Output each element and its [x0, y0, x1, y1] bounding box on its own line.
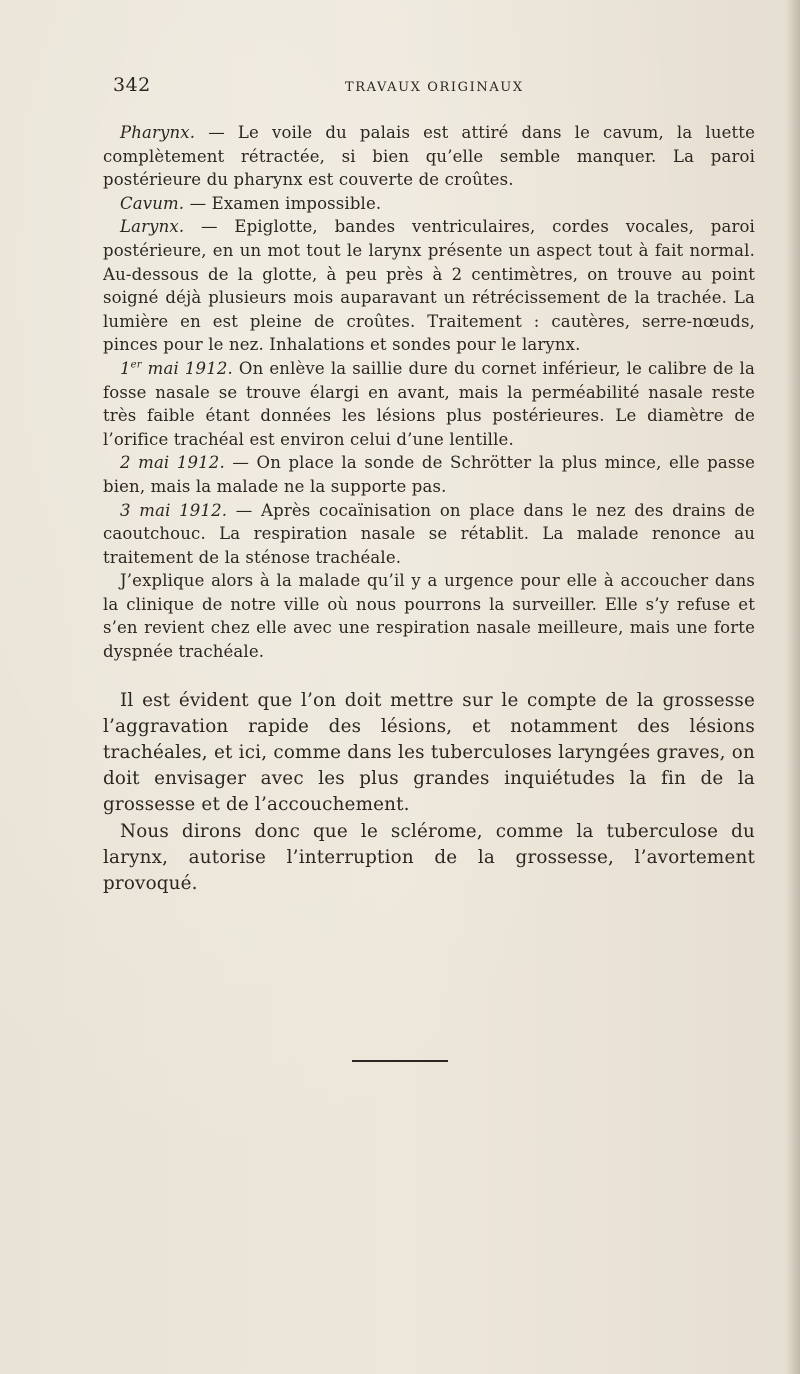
conclusion-paragraph: Nous dirons donc que le sclérome, comme la tuberculose du larynx, autorise l’interruption de la grossesse, l’avortement provoqué.	[103, 820, 755, 895]
note-2-mai-1912	[103, 451, 755, 498]
page-edge-shadow	[786, 0, 800, 1374]
note-3-mai-1912	[103, 499, 755, 570]
page-number: 342	[113, 74, 151, 96]
note-text: J’explique alors à la malade qu’il y a urgence pour elle à accoucher dans la clinique de notre ville où nous pourrons la surveiller. Elle s’y refuse et s’en revient chez elle avec une respiration nasale meilleure, mais une forte dyspnée trachéale.	[103, 571, 755, 662]
note-text: — Examen impossible.	[184, 193, 382, 213]
note-text: — Le voile du palais est attiré dans le cavum, la luette complètement rétractée, si bien qu’elle semble manquer. La paroi postérieure du pharynx est couverte de croûtes.	[103, 123, 755, 190]
note-text: — Après cocaïnisation on place dans le nez des drains de caoutchouc. La respiration nasale se rétablit. La malade renonce au traitement de la sténose trachéale.	[103, 500, 755, 567]
clinical-notes	[103, 121, 755, 664]
end-rule	[352, 1060, 448, 1062]
page-header	[113, 74, 753, 100]
page-body	[103, 121, 755, 897]
conclusion	[103, 688, 755, 898]
note-lead: 2 mai 1912.	[120, 453, 225, 473]
note-text: — Epiglotte, bandes ventriculaires, cordes vocales, paroi postérieure, en un mot tout le larynx présente un aspect tout à fait normal. Au-dessous de la glotte, à peu près à 2 centimètres, on trouve au point soigné déjà plusieurs mois auparavant un rétrécissement de la trachée. La lumière en est pleine de croûtes. Traitement : cautères, serre-nœuds, pinces pour le nez. Inhalations et sondes pour le larynx.	[103, 217, 755, 355]
note-lead-rest: mai 1912.	[141, 358, 233, 378]
note-lead: Larynx.	[120, 217, 185, 237]
note-cavum	[103, 192, 755, 216]
note-pharynx	[103, 121, 755, 192]
note-larynx	[103, 215, 755, 357]
note-lead: 1	[120, 358, 131, 378]
note-lead-superscript: er	[130, 359, 142, 371]
note-lead: Cavum.	[120, 193, 185, 213]
conclusion-paragraph: Il est évident que l’on doit mettre sur le compte de la grossesse l’aggravation rapide des lésions, et notamment des lésions trachéales, et ici, comme dans les tuberculoses laryngées graves, on doit envisager avec les plus grandes inquiétudes la fin de la grossesse et de l’accouchement.	[103, 689, 755, 816]
running-head: TRAVAUX ORIGINAUX	[345, 80, 524, 95]
note-1-mai-1912	[103, 357, 755, 451]
note-text: — On place la sonde de Schrötter la plus mince, elle passe bien, mais la malade ne la supporte pas.	[103, 453, 756, 496]
note-lead: 3 mai 1912.	[120, 500, 228, 520]
note-explanation	[103, 569, 755, 663]
note-lead: Pharynx.	[120, 123, 196, 142]
note-text: On enlève la saillie dure du cornet inférieur, le calibre de la fosse nasale se trouve élargi en avant, mais la perméabilité nasale reste très faible étant données les lésions plus postérieures. Le diamètre de l’orifice trachéal est environ celui d’une lentille.	[103, 358, 755, 449]
